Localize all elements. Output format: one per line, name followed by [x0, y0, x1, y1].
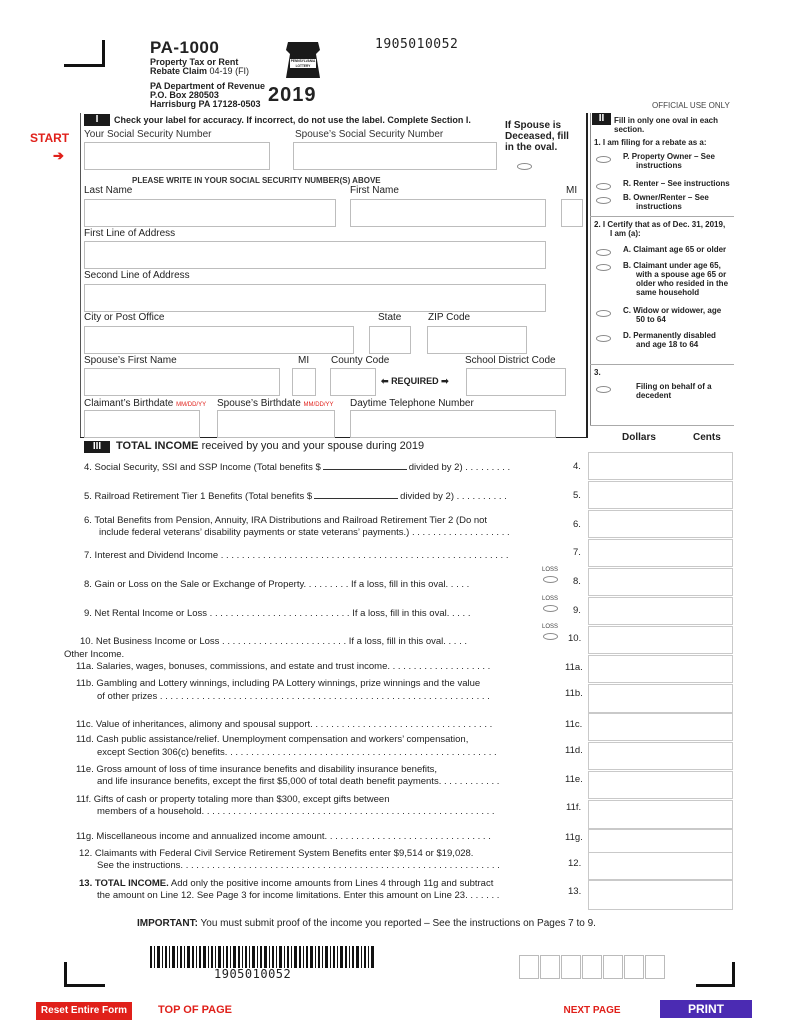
- spouse-birthdate-label: Spouse’s Birthdate MM/DD/YY: [217, 398, 334, 409]
- required-label: REQUIRED: [391, 376, 439, 386]
- line8-amount[interactable]: [588, 568, 733, 596]
- section1-right-border: [586, 113, 588, 438]
- section2-number: II: [592, 113, 611, 125]
- option-p-2: instructions: [636, 161, 682, 170]
- line11d-label-1: 11d. Cash public assistance/relief. Unemployment compensation and workers’ compensation,: [76, 734, 469, 745]
- disabled-oval[interactable]: [596, 335, 611, 342]
- mi-input[interactable]: [561, 199, 583, 227]
- address1-label: First Line of Address: [84, 228, 176, 239]
- line11d-number: 11d.: [565, 745, 583, 756]
- q2-label-2: I am (a):: [610, 229, 641, 238]
- age-65-oval[interactable]: [596, 249, 611, 256]
- line4-label: 4. Social Security, SSI and SSP Income (Total benefits $ divided by 2) . . . . . . . . .: [84, 462, 511, 473]
- dollars-header: Dollars: [622, 432, 656, 443]
- line9-amount[interactable]: [588, 597, 733, 625]
- last-name-input[interactable]: [84, 199, 336, 227]
- spouse-first-name-input[interactable]: [84, 368, 280, 396]
- print-button[interactable]: PRINT: [660, 1000, 752, 1018]
- line11b-label-1: 11b. Gambling and Lottery winnings, including PA Lottery winnings, prize winnings and the value: [76, 678, 481, 689]
- renter-oval[interactable]: [596, 183, 611, 190]
- line11a-number: 11a.: [565, 662, 583, 673]
- decedent-text-1: Filing on behalf of a: [636, 382, 712, 391]
- line11f-amount[interactable]: [588, 800, 733, 829]
- last-name-label: Last Name: [84, 185, 133, 196]
- phone-input[interactable]: [350, 410, 556, 438]
- deceased-text-3: in the oval.: [505, 142, 558, 153]
- line11f-label-1: 11f. Gifts of cash or property totaling more than $300, except gifts between: [76, 794, 390, 805]
- scan-box-4: [582, 955, 602, 979]
- city-label: City or Post Office: [84, 312, 165, 323]
- spouse-mi-input[interactable]: [292, 368, 316, 396]
- line11f-number: 11f.: [566, 802, 582, 813]
- ssn-label: Your Social Security Number: [84, 129, 212, 140]
- line7-number: 7.: [573, 547, 581, 558]
- school-district-label: School District Code: [465, 355, 556, 366]
- line11e-label-1: 11e. Gross amount of loss of time insurance benefits and disability insurance benefits,: [76, 764, 438, 775]
- county-code-input[interactable]: [330, 368, 376, 396]
- option-b-line-3: older who resided in the: [636, 279, 729, 288]
- property-owner-oval[interactable]: [596, 156, 611, 163]
- option-c-2: 50 to 64: [636, 315, 666, 324]
- line7-label: 7. Interest and Dividend Income . . . . . . . . . . . . . . . . . . . . . . . . . . . . . . . . . . . . . . . . . . . . . . . . . . . . . . .: [84, 550, 509, 561]
- section3-number: III: [84, 441, 110, 453]
- scan-box-7: [645, 955, 665, 979]
- required-indicator: [381, 376, 449, 387]
- line11c-number: 11c.: [565, 719, 583, 730]
- state-input[interactable]: [369, 326, 411, 354]
- form-subtitle-1: Property Tax or Rent: [150, 57, 239, 67]
- scan-box-3: [561, 955, 581, 979]
- spouse-birthdate-input[interactable]: [217, 410, 335, 438]
- option-p-1: P. Property Owner – See: [623, 152, 715, 161]
- widow-oval[interactable]: [596, 310, 611, 317]
- scan-box-1: [519, 955, 539, 979]
- line9-loss-oval[interactable]: [543, 605, 558, 612]
- line12-amount[interactable]: [588, 852, 733, 880]
- option-a: A. Claimant age 65 or older: [623, 245, 727, 254]
- start-label: START: [30, 131, 70, 145]
- scan-box-2: [540, 955, 560, 979]
- spouse-first-name-label: Spouse’s First Name: [84, 355, 177, 366]
- line9-loss-label: LOSS: [542, 596, 559, 602]
- line10-loss-label: LOSS: [542, 624, 559, 630]
- option-b-line-1: B. Claimant under age 65,: [623, 261, 721, 270]
- line12-label-1: 12. Claimants with Federal Civil Service Retirement System Benefits enter $9,514 or $19,028.: [79, 848, 474, 859]
- next-page-button[interactable]: NEXT PAGE: [563, 1005, 621, 1016]
- form-subtitle-2: Rebate Claim 04-19 (FI): [150, 66, 250, 76]
- important-note: IMPORTANT: You must submit proof of the income you reported – See the instructions on Pages 7 to 9.: [137, 918, 596, 929]
- line8-label: 8. Gain or Loss on the Sale or Exchange of Property. . . . . . . . . If a loss, fill in this oval. . . . .: [84, 579, 470, 590]
- start-arrow-icon: ➔: [53, 148, 64, 163]
- line5-amount[interactable]: [588, 481, 733, 509]
- line13-label-2: the amount on Line 12. See Page 3 for income limitations. Enter this amount on Line 23. . . . . . .: [97, 890, 500, 901]
- line11f-label-2: members of a household. . . . . . . . . . . . . . . . . . . . . . . . . . . . . . . . . . . . . . . . . . . . . . . . . . . . . . . .: [97, 806, 495, 817]
- line10-label: 10. Net Business Income or Loss . . . . . . . . . . . . . . . . . . . . . . . . If a loss, fill in this oval. . . . .: [80, 636, 467, 647]
- q2-label-1: 2. I Certify that as of Dec. 31, 2019,: [594, 220, 726, 229]
- registration-mark-bottom-left: [64, 962, 105, 987]
- pa-lottery-logo: [282, 40, 324, 80]
- spouse-mi-label: MI: [298, 355, 310, 366]
- line11b-amount[interactable]: [588, 684, 733, 713]
- claimant-birthdate-input[interactable]: [84, 410, 200, 438]
- section2-header-1: Fill in only one oval in each: [614, 116, 719, 125]
- zip-label: ZIP Code: [428, 312, 471, 323]
- line4-number: 4.: [573, 461, 581, 472]
- line12-label-2: See the instructions. . . . . . . . . . . . . . . . . . . . . . . . . . . . . . . . . . . . . . . . . . . . . . . . . . . . . . . . . . . . .: [97, 860, 500, 871]
- section2-header-2: section.: [614, 125, 645, 134]
- line9-label: 9. Net Rental Income or Loss . . . . . . . . . . . . . . . . . . . . . . . . . . . If a loss, fill in this oval. . . . .: [84, 608, 471, 619]
- mi-label: MI: [566, 185, 578, 196]
- line10-loss-oval[interactable]: [543, 633, 558, 640]
- bottom-barcode-number: 1905010052: [214, 967, 292, 981]
- form-code: PA-1000: [150, 38, 220, 57]
- section2-bottom-line: [590, 425, 734, 426]
- q3-label: 3.: [594, 368, 601, 377]
- line6-amount[interactable]: [588, 510, 733, 538]
- line11a-amount[interactable]: [588, 655, 733, 683]
- address2-input[interactable]: [84, 284, 546, 312]
- section2-divider-2: [590, 364, 734, 365]
- line6-label-2: include federal veterans’ disability payments or state veterans’ payments.) . . . . . . . . . . . . . . . . . . .: [99, 527, 510, 538]
- phone-label: Daytime Telephone Number: [350, 398, 474, 409]
- arrow-right-icon: ➡: [441, 376, 449, 386]
- dept-line-1: PA Department of Revenue: [150, 81, 266, 91]
- section1-left-border: [80, 113, 81, 438]
- address2-label: Second Line of Address: [84, 270, 190, 281]
- option-c-1: C. Widow or widower, age: [623, 306, 722, 315]
- other-income-label: Other Income.: [64, 649, 125, 660]
- claimant-birthdate-label: Claimant’s Birthdate MM/DD/YY: [84, 398, 207, 409]
- line11b-label-2: of other prizes . . . . . . . . . . . . . . . . . . . . . . . . . . . . . . . . . . . . . . . . . . . . . . . . . . . . . . . . . . . . . . .: [97, 691, 490, 702]
- line11c-amount[interactable]: [588, 713, 733, 741]
- spouse-ssn-label: Spouse’s Social Security Number: [295, 129, 444, 140]
- lottery-text: PENNSYLVANIA LOTTERY: [290, 59, 316, 68]
- line6-number: 6.: [573, 519, 581, 530]
- decedent-text-2: decedent: [636, 391, 672, 400]
- line13-label-1: 13. TOTAL INCOME. Add only the positive income amounts from Lines 4 through 11g and subtract: [79, 878, 494, 889]
- scan-box-5: [603, 955, 623, 979]
- top-of-page-button[interactable]: TOP OF PAGE: [158, 1004, 232, 1016]
- q1-label: 1. I am filing for a rebate as a:: [594, 138, 707, 147]
- line7-amount[interactable]: [588, 539, 733, 567]
- line11c-label: 11c. Value of inheritances, alimony and spousal support. . . . . . . . . . . . . . . . . . . . . . . . . . . . . . . . . . .: [76, 719, 493, 730]
- registration-mark-bottom-right: [696, 962, 735, 987]
- line9-number: 9.: [573, 605, 581, 616]
- line5-number: 5.: [573, 490, 581, 501]
- ssn-note: PLEASE WRITE IN YOUR SOCIAL SECURITY NUMBER(S) ABOVE: [132, 176, 381, 185]
- bottom-barcode: [150, 946, 376, 968]
- section3-title: TOTAL INCOME received by you and your spouse during 2019: [116, 440, 425, 452]
- line13-number: 13.: [568, 886, 582, 897]
- line11b-number: 11b.: [565, 688, 583, 699]
- deceased-text-2: Deceased, fill: [505, 131, 569, 142]
- line11d-label-2: except Section 306(c) benefits. . . . . . . . . . . . . . . . . . . . . . . . . . . . . . . . . . . . . . . . . . . . . . . . . . . .: [97, 747, 497, 758]
- section1-number: I: [84, 114, 110, 126]
- first-name-input[interactable]: [350, 199, 546, 227]
- section2-divider-line: [590, 113, 591, 425]
- line8-number: 8.: [573, 576, 581, 587]
- spouse-ssn-input[interactable]: [293, 142, 497, 170]
- zip-input[interactable]: [427, 326, 527, 354]
- first-name-label: First Name: [350, 185, 399, 196]
- cents-header: Cents: [693, 432, 721, 443]
- option-d-2: and age 18 to 64: [636, 340, 699, 349]
- section1-header: Check your label for accuracy. If incorrect, do not use the label. Complete Section I.: [114, 115, 471, 125]
- dept-line-2: P.O. Box 280503: [150, 90, 219, 100]
- county-code-label: County Code: [331, 355, 390, 366]
- ssn-input[interactable]: [84, 142, 270, 170]
- line11a-label: 11a. Salaries, wages, bonuses, commissions, and estate and trust income. . . . . . . . . . . . . . . . . . . .: [76, 661, 491, 672]
- registration-mark-top-left: [64, 40, 105, 67]
- line8-loss-oval[interactable]: [543, 576, 558, 583]
- address1-input[interactable]: [84, 241, 546, 269]
- arrow-left-icon: ⬅: [381, 376, 389, 386]
- option-b-1: B. Owner/Renter – See: [623, 193, 709, 202]
- line10-number: 10.: [568, 633, 582, 644]
- spouse-65-oval[interactable]: [596, 264, 611, 271]
- line13-amount[interactable]: [588, 880, 733, 910]
- line11e-amount[interactable]: [588, 771, 733, 799]
- deceased-text-1: If Spouse is: [505, 120, 562, 131]
- option-b-line-2: with a spouse age 65 or: [636, 270, 727, 279]
- option-r: R. Renter – See instructions: [623, 179, 730, 188]
- section2-divider-1: [590, 216, 734, 217]
- line5-label: 5. Railroad Retirement Tier 1 Benefits (Total benefits $ divided by 2) . . . . . . . . . .: [84, 491, 507, 502]
- line11g-label: 11g. Miscellaneous income and annualized income amount. . . . . . . . . . . . . . . . . . . . . . . . . . . . . . . .: [76, 831, 491, 842]
- line8-loss-label: LOSS: [542, 567, 559, 573]
- option-d-1: D. Permanently disabled: [623, 331, 716, 340]
- line11e-label-2: and life insurance benefits, except the first $5,000 of total death benefit payments. . . . . . . . . . . .: [97, 776, 500, 787]
- owner-renter-oval[interactable]: [596, 197, 611, 204]
- school-district-input[interactable]: [466, 368, 566, 396]
- form-year: 2019: [268, 84, 317, 106]
- state-label: State: [378, 312, 402, 323]
- reset-form-button[interactable]: Reset Entire Form: [36, 1002, 132, 1020]
- city-input[interactable]: [84, 326, 354, 354]
- scan-box-6: [624, 955, 644, 979]
- official-use-only: OFFICIAL USE ONLY: [652, 101, 730, 110]
- decedent-oval[interactable]: [596, 386, 611, 393]
- spouse-deceased-oval[interactable]: [517, 163, 532, 170]
- line10-amount[interactable]: [588, 626, 733, 654]
- line6-label-1: 6. Total Benefits from Pension, Annuity, IRA Distributions and Railroad Retirement Tier 2 (Do not: [84, 515, 488, 526]
- option-b-2: instructions: [636, 202, 682, 211]
- line4-amount[interactable]: [588, 452, 733, 480]
- top-barcode-number: 1905010052: [375, 37, 459, 52]
- line11e-number: 11e.: [565, 774, 583, 785]
- line11g-number: 11g.: [565, 832, 583, 843]
- line11d-amount[interactable]: [588, 742, 733, 770]
- line12-number: 12.: [568, 858, 582, 869]
- option-b-line-4: same household: [636, 288, 700, 297]
- dept-line-3: Harrisburg PA 17128-0503: [150, 99, 261, 109]
